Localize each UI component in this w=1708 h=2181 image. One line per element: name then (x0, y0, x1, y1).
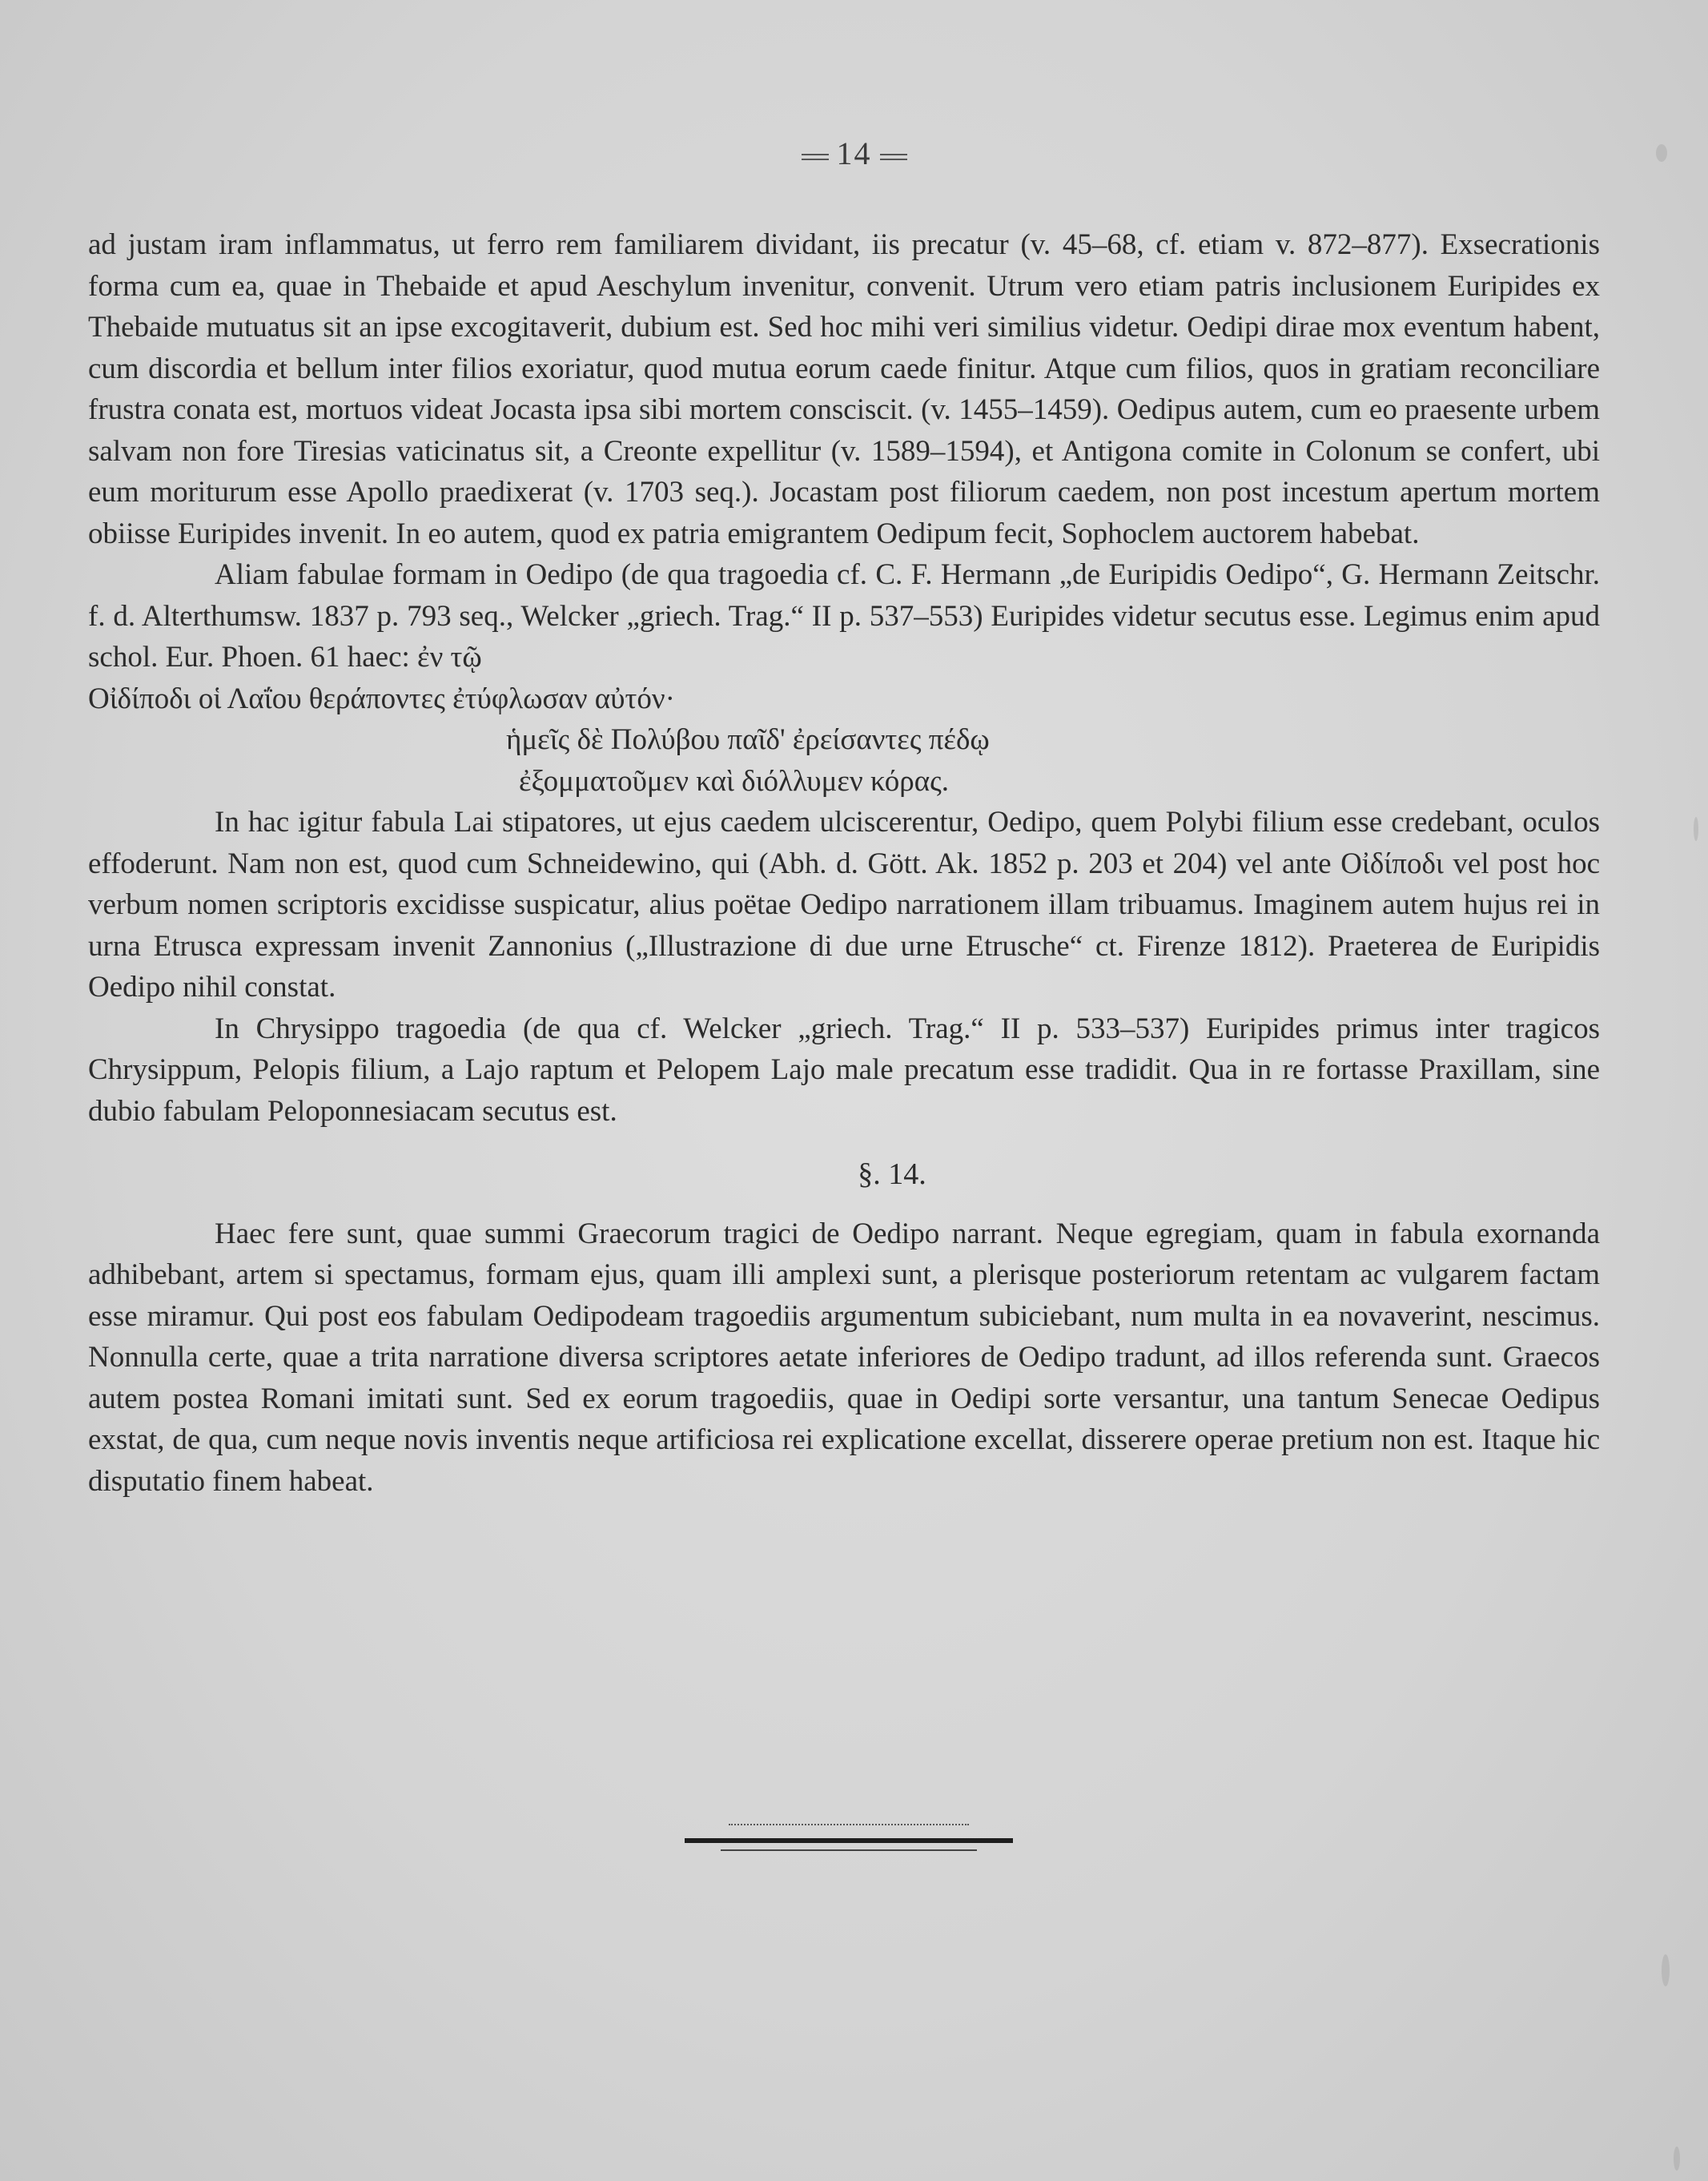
body-text (88, 224, 1600, 1502)
paragraph-2: Aliam fabulae formam in Oedipo (de qua tragoedia cf. C. F. Hermann „de Euripidis Oedipo“, G. Hermann Zeitschr. f. d. Alterthumsw. 1837 p. 793 seq., Welcker „griech. Trag.“ II p. 537–553) Euripides videtur secutus esse. Legimus enim apud schol. Eur. Phoen. 61 haec: ἐν τῷ (88, 558, 1600, 674)
page-number-left-rule (802, 154, 829, 160)
greek-verse-2: ἐξομματοῦμεν καὶ διόλλυμεν κόρας. (519, 764, 950, 798)
paper-spot (1662, 1954, 1670, 1986)
paper-spot (1656, 144, 1667, 162)
greek-quote-line: Οἰδίποδι οἱ Λαΐου θεράποντες ἐτύφλωσαν αὐτόν· (88, 682, 675, 715)
greek-verse-1: ἡμεῖς δὲ Πολύβου παῖδ' ἐρείσαντες πέδῳ (506, 723, 990, 756)
ornament-wave-line (729, 1824, 969, 1832)
paper-spot (1674, 2147, 1680, 2171)
paragraph-3: In hac igitur fabula Lai stipatores, ut ejus caedem ulciscerentur, Oedipo, quem Polybi filium esse credebant, oculos effoderunt. Nam non est, quod cum Schneidewino, qui (Abh. d. Gött. Ak. 1852 p. 203 et 204) vel ante Οἰδίποδι vel post hoc verbum nomen scriptoris excidisse suspicatur, alius poëtae Oedipo narrationem illam tribuamus. Imaginem autem hujus rei in urna Etrusca expressam invenit Zannonius („Illustrazione di due urne Etrusche“ ct. Firenze 1812). Praeterea de Euripidis Oedipo nihil constat. (88, 806, 1600, 1004)
page-number-right-rule (880, 154, 907, 160)
paragraph-1: ad justam iram inflammatus, ut ferro rem familiarem dividant, iis precatur (v. 45–68, cf. etiam v. 872–877). Exsecrationis forma cum ea, quae in Thebaide et apud Aeschylum invenitur, convenit. Utrum vero etiam patris inclusionem Euripides ex Thebaide mutuatus sit an ipse excogitaverit, dubium est. Sed hoc mihi veri similius videtur. Oedipi dirae mox eventum habent, cum discordia et bellum inter filios exoriatur, quod mutua eorum caede finitur. Atque cum filios, quos in gratiam reconciliare frustra conata est, mortuos videat Jocasta ipsa sibi mortem consciscit. (v. 1455–1459). Oedipus autem, cum eo praesente urbem salvam non fore Tiresias vaticinatus sit, a Creonte expellitur (v. 1589–1594), et Antigona comite in Colonum se confert, ubi eum moriturum esse Apollo praedixerat (v. 1703 seq.). Jocastam post filiorum caedem, non post incestum apertum mortem obiisse Euripides invenit. In eo autem, quod ex patria emigrantem Oedipum fecit, Sophoclem auctorem habebat. (88, 228, 1600, 550)
ornament-thin-line (721, 1849, 977, 1851)
section-heading: §. 14. (858, 1157, 926, 1191)
page-number-text: 14 (836, 135, 872, 171)
ornament-thick-line (685, 1838, 1013, 1843)
page-number (0, 135, 1708, 172)
paragraph-4: In Chrysippo tragoedia (de qua cf. Welcker „griech. Trag.“ II p. 533–537) Euripides primus inter tragicos Chrysippum, Pelopis filium, a Lajo raptum et Pelopem Lajo male precatum esse tradidit. Qua in re fortasse Praxillam, sine dubio fabulam Peloponnesiacam secutus est. (88, 1012, 1600, 1128)
paragraph-5: Haec fere sunt, quae summi Graecorum tragici de Oedipo narrant. Neque egregiam, quam in fabula exornanda adhibebant, artem si spectamus, formam ejus, quam illi amplexi sunt, a plerisque posteriorum retentam ac vulgarem factam esse miramur. Qui post eos fabulam Oedipodeam tragoediis argumentum subiciebant, num multa in ea novaverint, nescimus. Nonnulla certe, quae a trita narratione diversa scriptores aetate inferiores de Oedipo tradunt, ad illos referenda sunt. Graecos autem postea Romani imitati sunt. Sed ex eorum tragoediis, quae in Oedipi sorte versantur, una tantum Senecae Oedipus exstat, de qua, cum neque novis inventis neque artificiosa rei explicatione excellat, disserere operae pretium non est. Itaque hic disputatio finem habeat. (88, 1217, 1600, 1498)
paper-spot (1694, 817, 1698, 841)
